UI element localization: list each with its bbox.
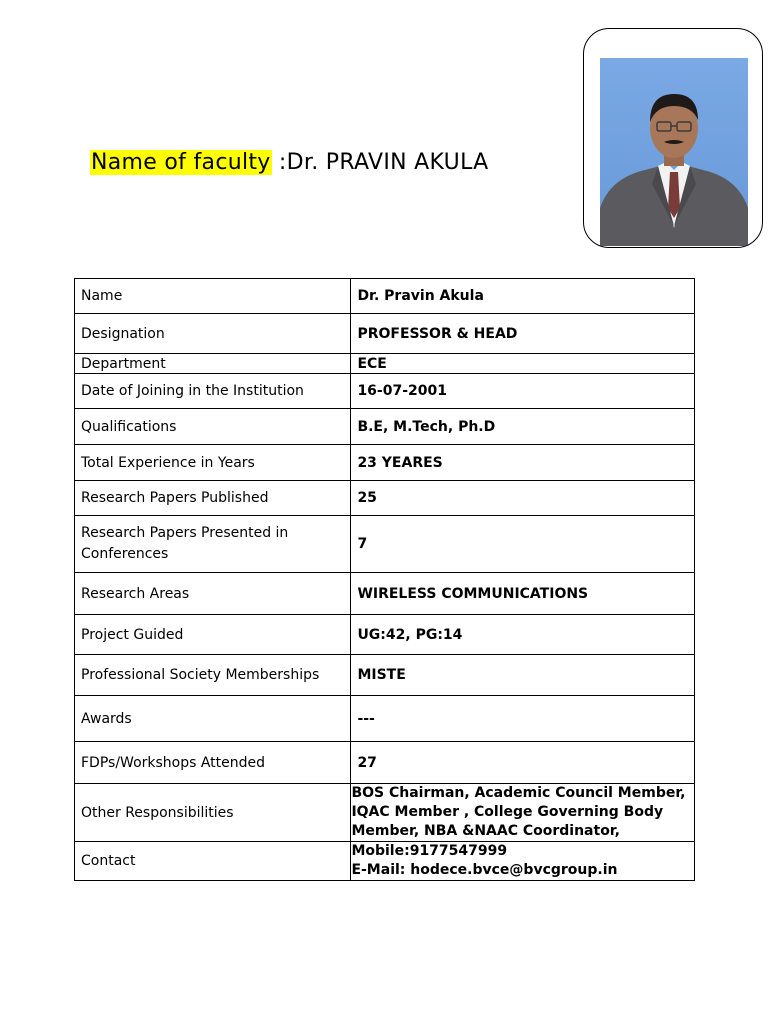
row-value: 16-07-2001	[351, 374, 695, 409]
row-value: PROFESSOR & HEAD	[351, 314, 695, 354]
row-label: Awards	[75, 696, 351, 742]
contact-mobile: Mobile:9177547999	[351, 843, 508, 859]
table-row	[75, 655, 695, 696]
row-label: Designation	[75, 314, 351, 354]
table-row	[75, 742, 695, 784]
row-value: UG:42, PG:14	[351, 615, 695, 655]
faculty-details-table	[74, 278, 695, 881]
table-row	[75, 784, 695, 842]
table-row	[75, 481, 695, 516]
row-label: Other Responsibilities	[75, 784, 351, 842]
row-value: 25	[351, 481, 695, 516]
row-label: Research Papers Published	[75, 481, 351, 516]
row-label: Name	[75, 279, 351, 314]
table-row	[75, 696, 695, 742]
table-row	[75, 842, 695, 881]
faculty-name: :Dr. PRAVIN AKULA	[271, 150, 489, 175]
row-label: FDPs/Workshops Attended	[75, 742, 351, 784]
row-value: 23 YEARES	[351, 445, 695, 481]
row-value: B.E, M.Tech, Ph.D	[351, 409, 695, 445]
row-label: Project Guided	[75, 615, 351, 655]
row-label: Total Experience in Years	[75, 445, 351, 481]
row-label: Research Areas	[75, 573, 351, 615]
contact-email: E-Mail: hodece.bvce@bvcgroup.in	[351, 862, 618, 878]
faculty-label: Name of faculty	[91, 150, 271, 175]
table-row	[75, 516, 695, 573]
table-row	[75, 374, 695, 409]
row-label: Contact	[75, 842, 351, 881]
row-value: 27	[351, 742, 695, 784]
row-label: Department	[75, 354, 351, 374]
table-row	[75, 445, 695, 481]
row-label: Professional Society Memberships	[75, 655, 351, 696]
table-row	[75, 314, 695, 354]
photo-frame	[583, 28, 763, 248]
row-label: Research Papers Presented in Conferences	[75, 516, 351, 573]
faculty-heading	[90, 146, 488, 180]
faculty-photo	[600, 58, 748, 246]
row-label: Date of Joining in the Institution	[75, 374, 351, 409]
table-row	[75, 409, 695, 445]
row-value: ---	[351, 696, 695, 742]
row-value: Dr. Pravin Akula	[351, 279, 695, 314]
table-row	[75, 354, 695, 374]
row-value: MISTE	[351, 655, 695, 696]
row-value: ECE	[351, 354, 695, 374]
row-label: Qualifications	[75, 409, 351, 445]
table-row	[75, 279, 695, 314]
table-row	[75, 615, 695, 655]
row-value: BOS Chairman, Academic Council Member, IQAC Member , College Governing Body Member, NBA &NAAC Coordinator,	[351, 784, 695, 842]
row-value: 7	[351, 516, 695, 573]
row-value-contact	[351, 842, 695, 881]
portrait-illustration	[600, 58, 748, 246]
row-value: WIRELESS COMMUNICATIONS	[351, 573, 695, 615]
table-row	[75, 573, 695, 615]
